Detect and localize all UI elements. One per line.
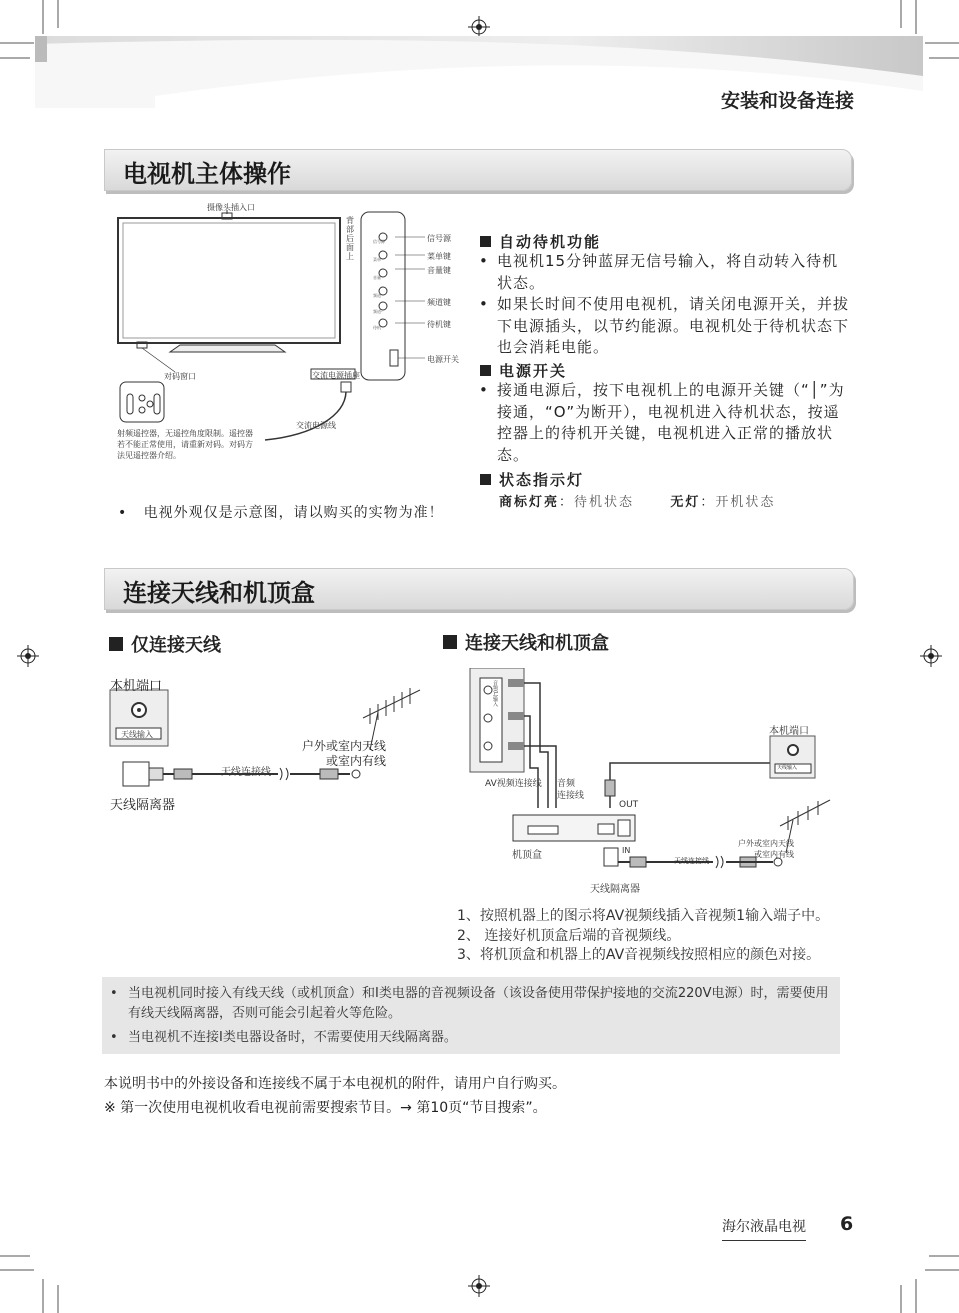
square-bullet-icon [109, 637, 123, 651]
cable-label-right: 天线连接线 [674, 857, 709, 865]
isolator-label: 天线隔离器 [110, 798, 176, 813]
step-item: 3、将机顶盒和机器上的AV音视频线按照相应的颜色对接。 [457, 947, 821, 963]
steps-list [457, 907, 829, 966]
heading-text: 自动待机功能 [499, 233, 602, 251]
button-tiny-label: 待机 [373, 325, 381, 330]
av-cable-label: AV视频连接线 [485, 779, 542, 789]
indicator-row: 商标灯亮：待机状态 无灯：开机状态 [499, 495, 776, 510]
button-tiny-label: 频道- [373, 309, 383, 314]
square-bullet-icon [480, 236, 491, 247]
button-tiny-label: 音量 [373, 275, 381, 280]
heading-text: 电源开关 [499, 362, 568, 380]
out-label: OUT [619, 800, 639, 810]
power-switch-list [477, 380, 849, 466]
indicator-value: 待机状态 [574, 495, 635, 510]
indicator-value: 开机状态 [715, 495, 776, 510]
ac-cord-label: 交流电源线 [296, 421, 336, 430]
auto-standby-list [477, 251, 849, 359]
bullet-item: • 如果长时间不使用电视机，请关闭电源开关，并拔下电源插头，以节约能源。电视机处于待机状态下也会消耗电能。 [477, 294, 849, 359]
indicator-heading [480, 469, 584, 490]
audio-cable-label: 音频 连接线 [557, 779, 585, 801]
antenna-only-heading [109, 631, 221, 657]
step-item: 2、 连接好机顶盒后端的音视频线。 [457, 927, 681, 944]
indicator-key: 无灯 [670, 495, 701, 510]
port-label-right: 本机端口 [769, 726, 809, 737]
antenna-label: 户外或室内天线 或室内有线 [302, 739, 387, 768]
stb-label: 机顶盒 [512, 850, 542, 861]
accessories-note: 本说明书中的外接设备和连接线不属于本电视机的附件，请用户自行购买。 [104, 1076, 566, 1092]
cable-label: 天线连接线 [221, 767, 271, 778]
notes-box [102, 977, 840, 1054]
indicator-key: 商标灯亮 [499, 495, 560, 510]
ir-window-label: 对码窗口 [164, 372, 196, 381]
section-title: 电视机主体操作 [123, 160, 291, 188]
heading-text: 状态指示灯 [499, 471, 585, 489]
auto-standby-heading [480, 231, 601, 252]
port-input-label: 天线输入 [121, 730, 153, 739]
remote-note: 射频遥控器，无遥控角度限制。遥控器若不能正常使用，请重新对码。对码方法见遥控器介绍。 [117, 429, 253, 460]
heading-text: 仅连接天线 [131, 635, 221, 656]
step-item: 1、按照机器上的图示将AV视频线插入音视频1输入端子中。 [457, 908, 830, 924]
camera-port-label: 摄像头插入口 [207, 203, 255, 212]
key-label: 信号源 [427, 234, 451, 243]
brand-label: 海尔液晶电视 [722, 1216, 806, 1241]
bullet-item: • 接通电源后，按下电视机上的电源开关键（“│”为接通，“O”为断开），电视机进入待机状态，按遥控器上的待机开关键，电视机进入正常的播放状态。 [477, 380, 849, 466]
disclaimer-text: 电视外观仅是示意图，请以购买的实物为准！ [143, 505, 444, 521]
key-label: 待机键 [427, 320, 451, 329]
side-label: 背部后面上 [346, 216, 354, 261]
square-bullet-icon [480, 474, 491, 485]
page-number: 6 [840, 1213, 854, 1235]
section-title: 连接天线和机顶盒 [123, 579, 315, 607]
port-input-label-right: 天线输入 [777, 765, 798, 771]
key-label: 音量键 [427, 266, 451, 275]
disclaimer: • 电视外观仅是示意图，请以购买的实物为准！ [118, 505, 444, 521]
bullet-item: • 电视机15分钟蓝屏无信号输入，将自动转入待机状态。 [477, 251, 849, 294]
button-tiny-label: 信号源 [373, 239, 385, 244]
button-labels [373, 233, 385, 337]
key-label: 电源开关 [427, 355, 459, 364]
key-label: 频道键 [427, 298, 451, 307]
button-tiny-label: 菜单 [373, 257, 381, 262]
power-switch-heading [480, 360, 567, 381]
port-label: 本机端口 [110, 679, 163, 694]
heading-text: 连接天线和机顶盒 [465, 633, 609, 654]
square-bullet-icon [443, 635, 457, 649]
search-note: ※ 第一次使用电视机收看电视前需要搜索节目。→ 第10页“节目搜索”。 [104, 1100, 547, 1116]
antenna-stb-heading [443, 629, 609, 655]
in-label: IN [622, 846, 631, 855]
key-label: 菜单键 [427, 252, 451, 261]
isolator-label-right: 天线隔离器 [590, 884, 640, 895]
square-bullet-icon [480, 365, 491, 376]
button-tiny-label: 频道 [373, 293, 381, 298]
jack-label: 音频(L)输入 [492, 680, 498, 707]
antenna-label-right: 户外或室内天线 或室内有线 [738, 839, 794, 859]
note-item: • 当电视机同时接入有线天线（或机顶盒）和I类电器的音视频设备（该设备使用带保护接地的交流220V电源）时，需要使用有线天线隔离器，否则可能会引起着火等危险。 [108, 984, 834, 1024]
chapter-title: 安装和设备连接 [720, 90, 854, 112]
note-item: • 当电视机不连接I类电器设备时，不需要使用天线隔离器。 [108, 1028, 834, 1048]
ac-socket-label: 交流电源插座 [312, 371, 360, 380]
